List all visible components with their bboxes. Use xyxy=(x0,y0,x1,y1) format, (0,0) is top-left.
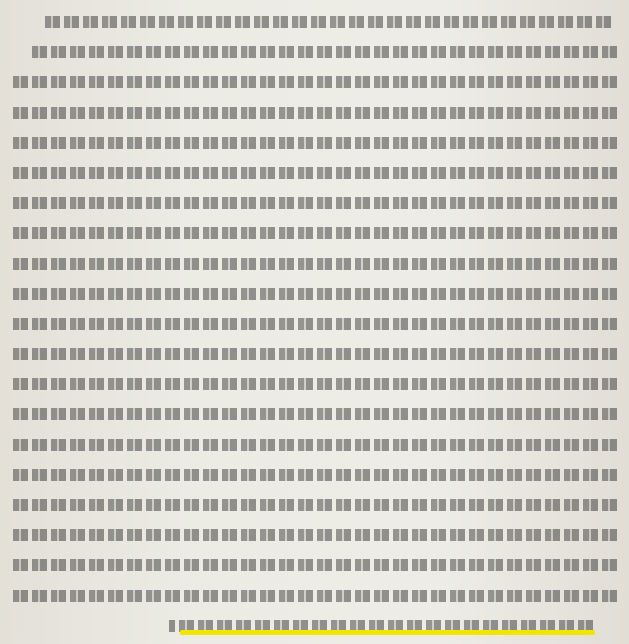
text-line xyxy=(12,308,617,338)
text-line xyxy=(12,459,617,489)
text-line xyxy=(12,610,617,640)
text-line xyxy=(12,519,617,549)
text-line xyxy=(12,36,617,66)
text-line xyxy=(12,6,617,36)
text-line xyxy=(12,97,617,127)
illegible-text xyxy=(12,76,617,88)
illegible-text xyxy=(12,197,617,209)
text-line xyxy=(12,549,617,579)
text-line xyxy=(12,398,617,428)
illegible-text xyxy=(12,378,617,390)
illegible-text xyxy=(12,408,617,420)
text-line xyxy=(12,368,617,398)
text-line xyxy=(12,338,617,368)
text-line xyxy=(12,278,617,308)
illegible-text xyxy=(12,529,617,541)
body-text xyxy=(12,6,617,640)
illegible-text xyxy=(12,348,617,360)
text-line xyxy=(12,157,617,187)
highlight-underline xyxy=(180,630,595,635)
illegible-text xyxy=(12,227,617,239)
illegible-text xyxy=(12,258,617,270)
text-line xyxy=(12,429,617,459)
text-line xyxy=(12,580,617,610)
illegible-text xyxy=(42,16,611,28)
text-line xyxy=(12,187,617,217)
illegible-text xyxy=(12,439,617,451)
illegible-text xyxy=(12,107,617,119)
illegible-text xyxy=(12,318,617,330)
text-line xyxy=(12,217,617,247)
illegible-text xyxy=(12,167,617,179)
illegible-text xyxy=(12,590,617,602)
illegible-text xyxy=(12,469,617,481)
text-line xyxy=(12,127,617,157)
text-line xyxy=(12,66,617,96)
illegible-text xyxy=(12,559,617,571)
illegible-text xyxy=(12,137,617,149)
text-line xyxy=(12,489,617,519)
illegible-text xyxy=(12,499,617,511)
illegible-text xyxy=(30,46,617,58)
text-line xyxy=(12,248,617,278)
illegible-text xyxy=(12,288,617,300)
